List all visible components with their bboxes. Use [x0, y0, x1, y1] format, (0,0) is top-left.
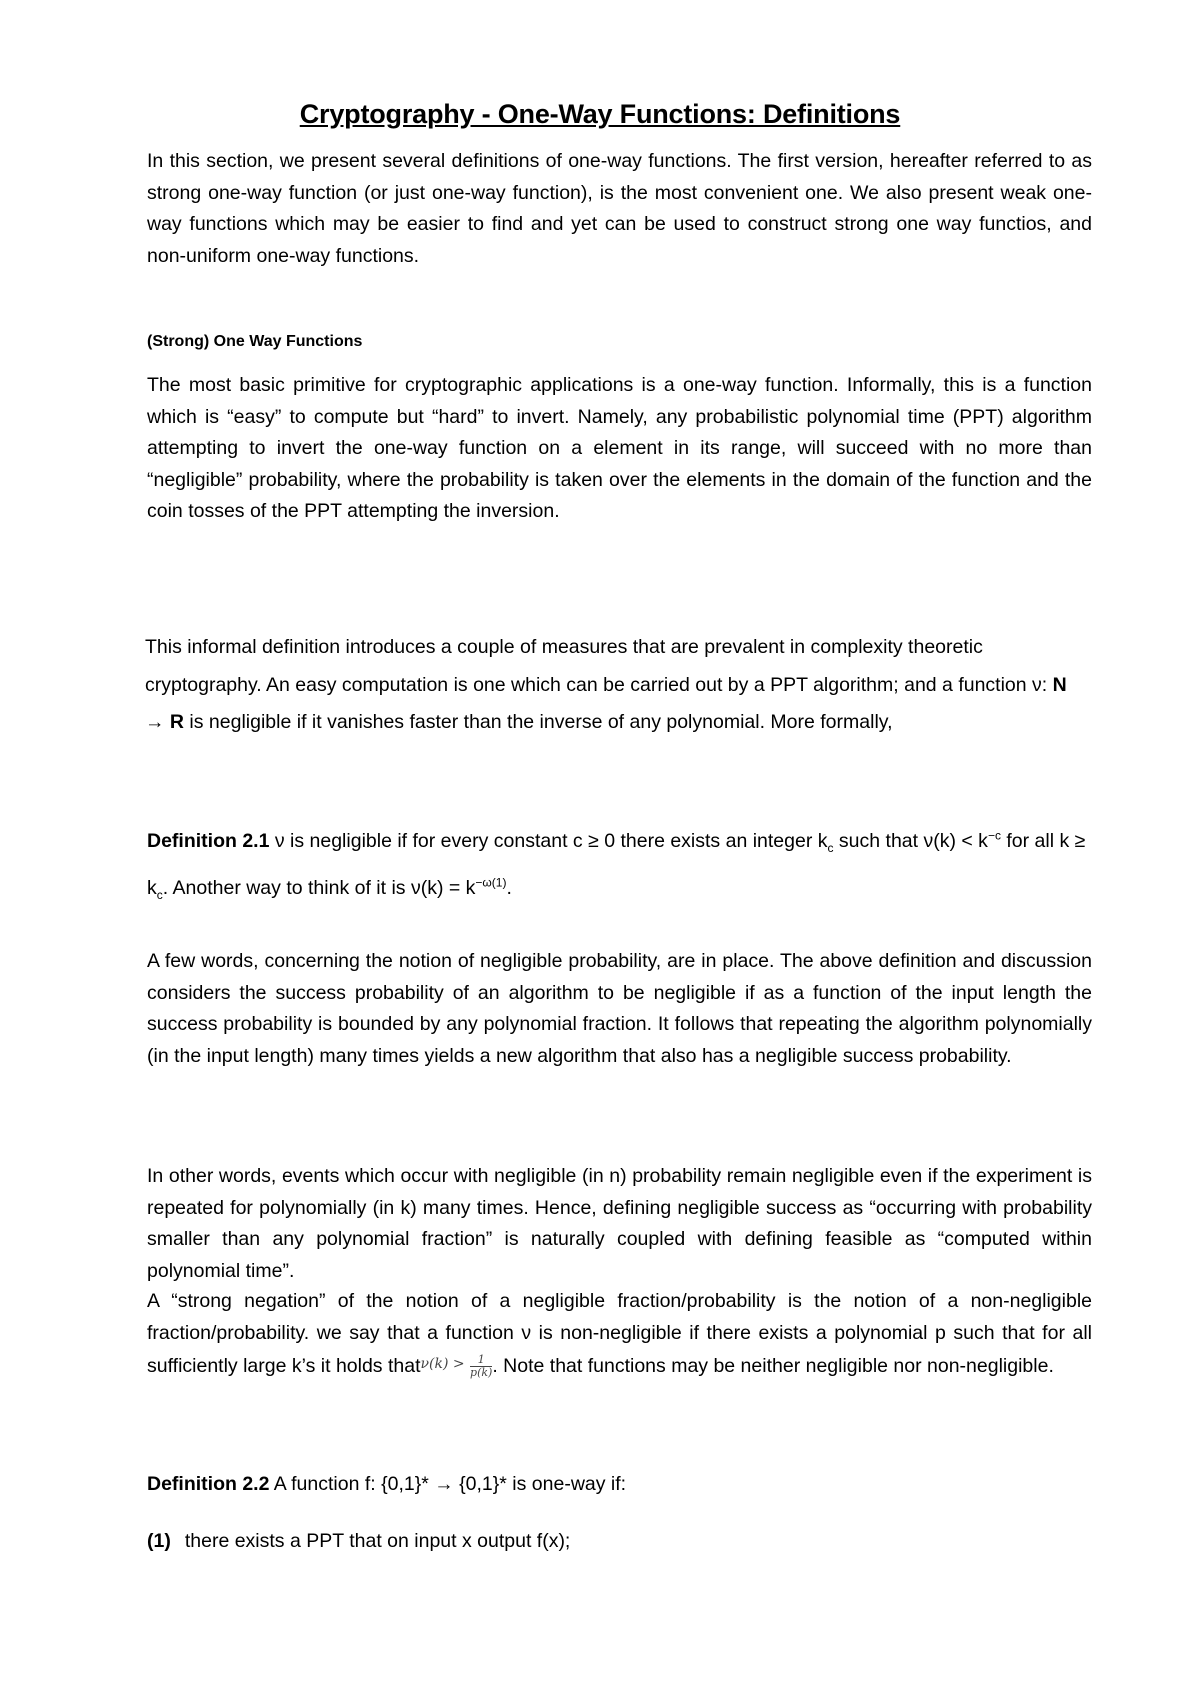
def-2-1-sup-neg-c: −c: [987, 828, 1001, 843]
def-2-1-text-5: .: [506, 877, 512, 899]
definition-2-1: [147, 818, 1092, 912]
formula-fraction: [470, 1354, 492, 1379]
fraction-numerator: 1: [470, 1354, 492, 1367]
list-item-number: (1): [147, 1530, 171, 1552]
def-2-1-text-4: . Another way to think of it is ν(k) = k: [162, 877, 476, 899]
paragraph-measures-text-2: is negligible if it vanishes faster than the inverse of any polynomial. More formally,: [184, 711, 893, 733]
formula-lhs: ν(k) >: [420, 1356, 465, 1372]
page-title: Cryptography - One-Way Functions: Definitions: [299, 99, 901, 129]
definition-2-2-label: Definition 2.2: [147, 1473, 270, 1495]
def-2-2-text: A function f: {0,1}* → {0,1}* is one-way if:: [269, 1473, 627, 1495]
def-2-1-sub-c2: c: [156, 887, 163, 902]
arrow-symbol: →: [145, 711, 170, 733]
strong-negation-text-2: . Note that functions may be neither negligible nor non-negligible.: [492, 1355, 1054, 1377]
naturals-symbol: N: [1052, 673, 1067, 696]
def-2-1-text-3: for all k ≥ k: [147, 830, 1086, 899]
paragraph-measures-text-1: This informal definition introduces a couple of measures that are prevalent in complexity theoretic cryptography. An easy computation is one which can be carried out by a PPT algorithm; and a function ν:: [145, 636, 1053, 696]
intro-paragraph: In this section, we present several definitions of one-way functions. The first version, hereafter referred to as strong one-way function (or just one-way function), is the most convenient one. We also present weak one-way functions which may be easier to find and yet can be used to construct strong one way functios, and non-uniform one-way functions.: [147, 150, 1092, 267]
section-heading: (Strong) One Way Functions: [147, 333, 363, 350]
list-item-text: there exists a PPT that on input x output f(x);: [184, 1530, 571, 1552]
def-2-1-text-2: such that ν(k) < k: [833, 830, 988, 852]
strong-negation-text-1: A “strong negation” of the notion of a negligible fraction/probability is the notion of a non-negligible fraction/probability. we say that a function ν is non-negligible if there exists a polynomial p such that for all sufficiently large k’s it holds that: [147, 1290, 1092, 1377]
fraction-denominator: p(k): [470, 1366, 493, 1380]
reals-symbol: R: [169, 711, 185, 733]
paragraph-strong-negation: [147, 1286, 1092, 1383]
definition-2-1-label: Definition 2.1: [147, 830, 270, 852]
definition-2-2: [147, 1469, 1092, 1501]
def-2-1-sup-omega: −ω(1): [475, 875, 507, 890]
paragraph-negligible-notion: A few words, concerning the notion of negligible probability, are in place. The above definition and discussion considers the success probability of an algorithm to be negligible if as a function of the input length the success probability is bounded by any polynomial fraction. It follows that repeating the algorithm polynomially (in the input length) many times yields a new algorithm that also has a negligible success probability.: [147, 950, 1092, 1067]
def-2-1-sub-c: c: [827, 840, 834, 855]
def-2-1-text-1: ν is negligible if for every constant c ≥ 0 there exists an integer k: [269, 830, 828, 852]
paragraph-informal-definition: The most basic primitive for cryptographic applications is a one-way function. Informally, this is a function which is “easy” to compute but “hard” to invert. Namely, any probabilistic polynomial time (PPT) algorithm attempting to invert the one-way function on a element in its range, will succeed with no more than “negligible” probability, where the probability is taken over the elements in the domain of the function and the coin tosses of the PPT attempting the inversion.: [147, 374, 1092, 522]
paragraph-other-words: In other words, events which occur with negligible (in n) probability remain negligible even if the experiment is repeated for polynomially (in k) many times. Hence, defining negligible success as “occurring with probability smaller than any polynomial fraction” is naturally coupled with defining feasible as “computed within polynomial time”.: [147, 1165, 1092, 1282]
list-item: [147, 1526, 570, 1558]
paragraph-measures: [145, 629, 1090, 742]
